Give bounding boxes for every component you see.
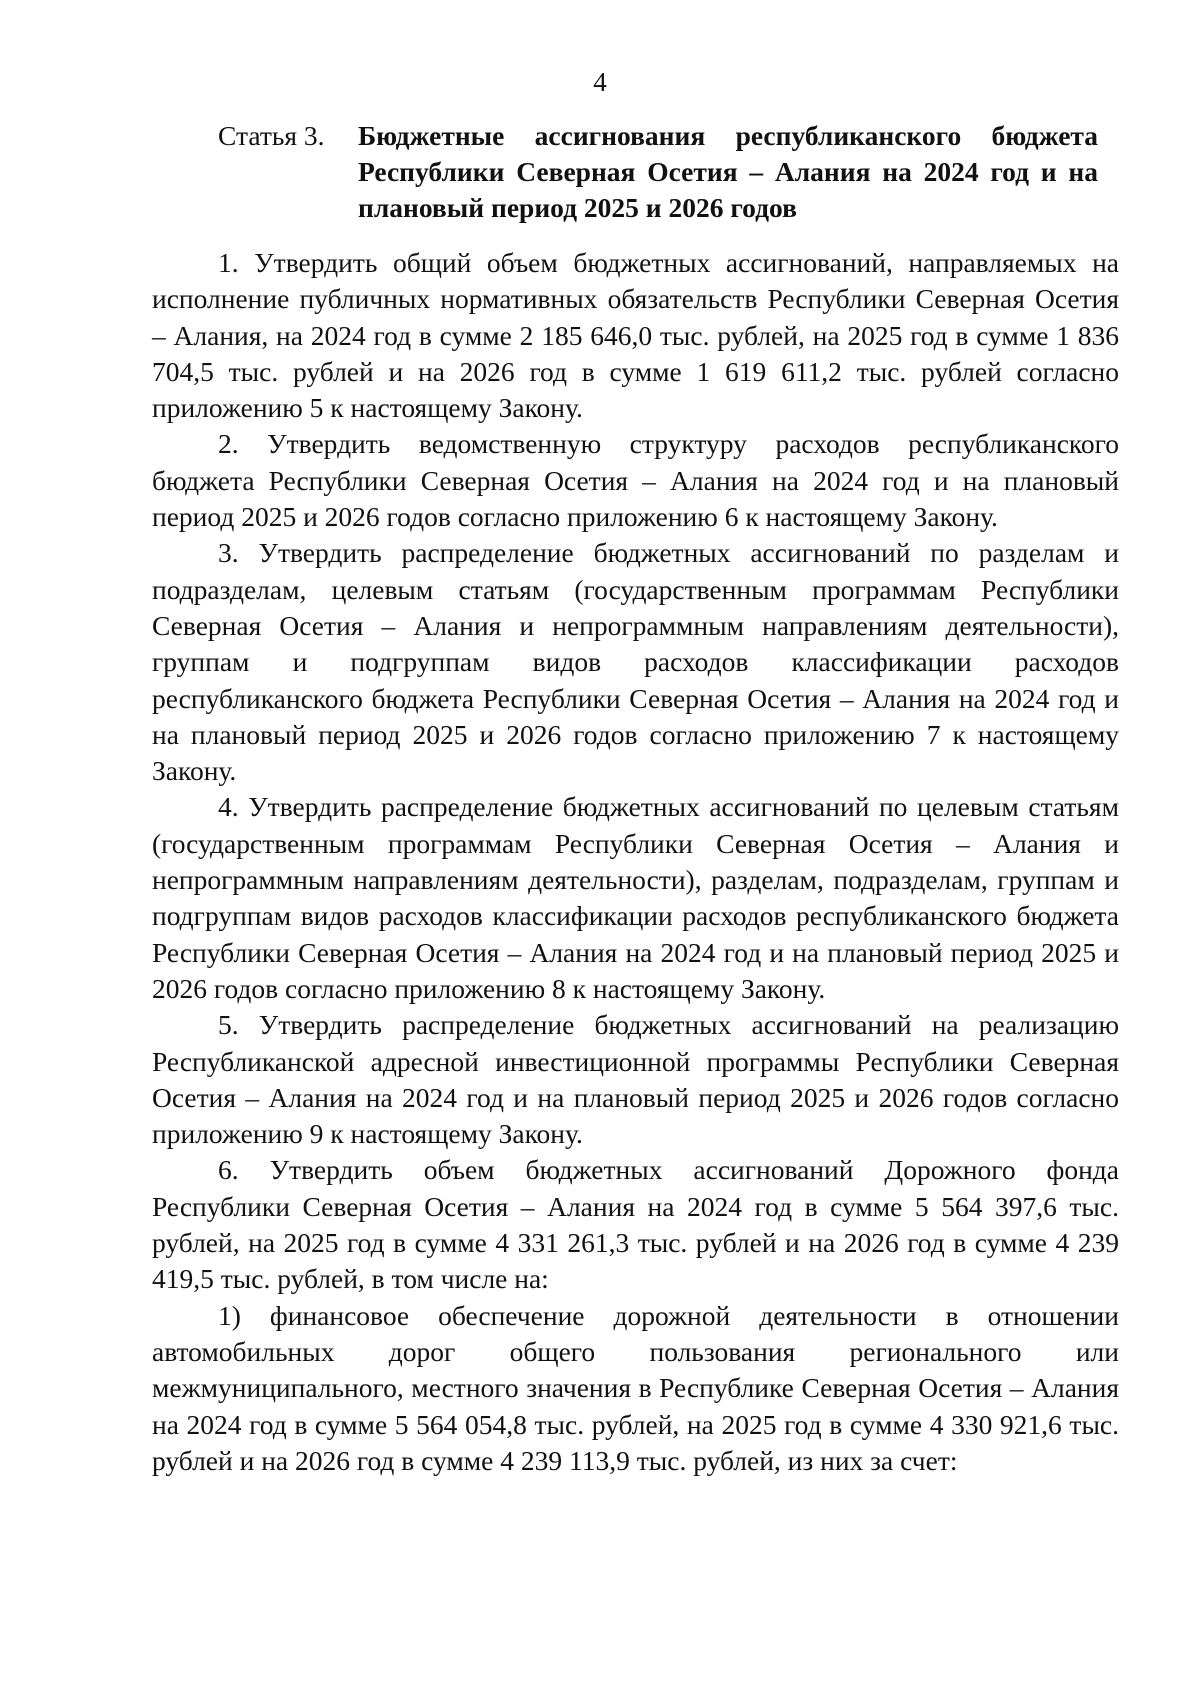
article-title-line: плановый период 2025 и 2026 годов [358, 192, 797, 223]
article-body [152, 245, 1119, 1479]
article-title-line: Республики Северная Осетия – Алания на 2024 год и на [358, 156, 1098, 187]
page-number: 4 [593, 67, 607, 97]
article-heading [218, 118, 1098, 226]
article-title-line: Бюджетные ассигнования республиканского бюджета [358, 120, 1098, 151]
article-label: Статья 3. [218, 120, 325, 151]
paragraph-1: 1. Утвердить общий объем бюджетных ассигнований, направляемых на исполнение публичных нормативных обязательств Республики Северная Осетия – Алания, на 2024 год в сумме 2 185 646,0 тыс. рублей, на 2025 год в сумме 1 836 704,5 тыс. рублей и на 2026 год в сумме 1 619 611,2 тыс. рублей согласно приложению 5 к настоящему Закону. [152, 247, 1119, 424]
paragraph-5: 5. Утвердить распределение бюджетных ассигнований на реализацию Республиканской адресной инвестиционной программы Республики Северная Осетия – Алания на 2024 год и на плановый период 2025 и 2026 годов согласно приложению 9 к настоящему Закону. [152, 1009, 1119, 1150]
paragraph-6: 6. Утвердить объем бюджетных ассигнований Дорожного фонда Республики Северная Осетия – Алания на 2024 год в сумме 5 564 397,6 тыс. рублей, на 2025 год в сумме 4 331 261,3 тыс. рублей и на 2026 год в сумме 4 239 419,5 тыс. рублей, в том числе на: [152, 1154, 1119, 1295]
paragraph-2: 2. Утвердить ведомственную структуру расходов республиканского бюджета Республики Северная Осетия – Алания на 2024 год и на плановый период 2025 и 2026 годов согласно приложению 6 к настоящему Закону. [152, 428, 1119, 533]
paragraph-3: 3. Утвердить распределение бюджетных ассигнований по разделам и подразделам, целевым статьям (государственным программам Республики Северная Осетия – Алания и непрограммным направлениям деятельности), группам и подгруппам видов расходов классификации расходов республиканского бюджета Республики Северная Осетия – Алания на 2024 год и на плановый период 2025 и 2026 годов согласно приложению 7 к настоящему Закону. [152, 537, 1119, 787]
article-title [358, 118, 1098, 226]
paragraph-4: 4. Утвердить распределение бюджетных ассигнований по целевым статьям (государственным программам Республики Северная Осетия – Алания и непрограммным направлениям деятельности), разделам, подразделам, группам и подгруппам видов расходов классификации расходов республиканского бюджета Республики Северная Осетия – Алания на 2024 год и на плановый период 2025 и 2026 годов согласно приложению 8 к настоящему Закону. [152, 791, 1119, 1004]
subparagraph-1: 1) финансовое обеспечение дорожной деятельности в отношении автомобильных дорог общего пользования регионального или межмуниципального, местного значения в Республике Северная Осетия – Алания на 2024 год в сумме 5 564 054,8 тыс. рублей, на 2025 год в сумме 4 330 921,6 тыс. рублей и на 2026 год в сумме 4 239 113,9 тыс. рублей, из них за счет: [152, 1299, 1119, 1476]
